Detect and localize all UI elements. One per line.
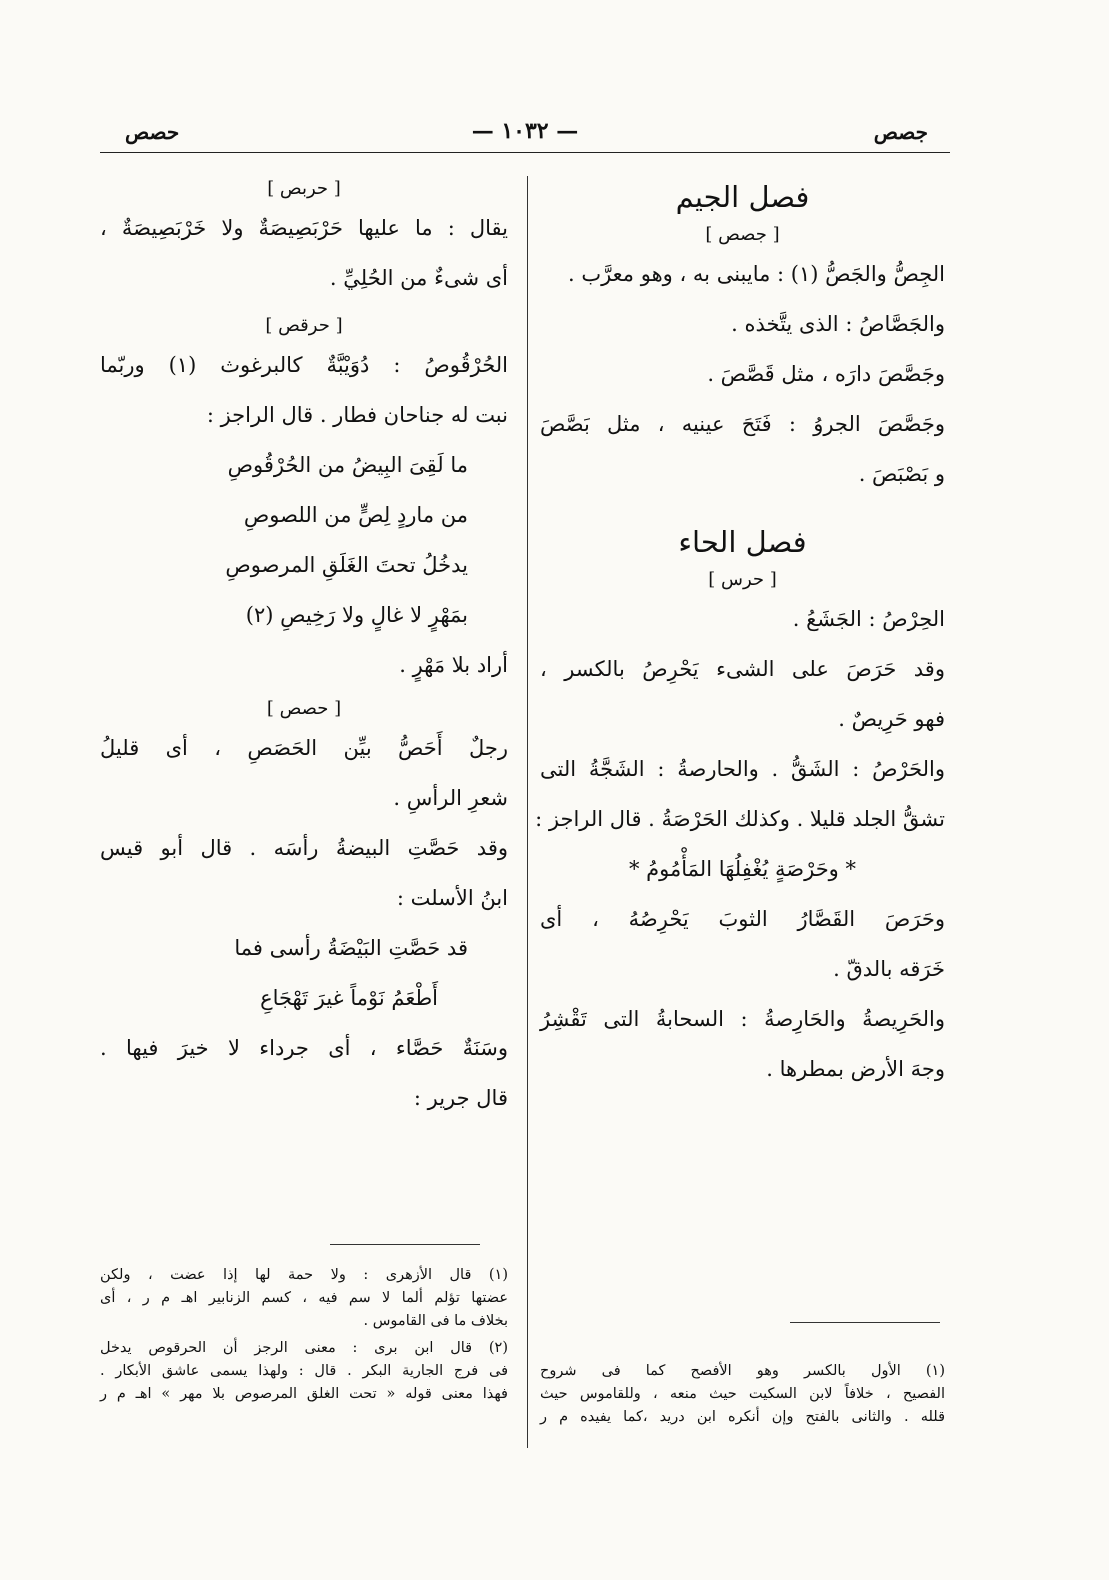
verse-line: أَطْعَمُ نَوْماً غيرَ تَهْجَاعِ <box>260 986 438 1010</box>
root-heading: [ حربص ] <box>267 178 341 199</box>
verse-line: ما لَقِىَ البِيضُ من الحُرْقُوصِ <box>227 453 468 477</box>
entry-line: وسَنَةٌ حَصَّاء ، أى جرداء لا خيرَ فيها . <box>100 1036 508 1060</box>
root-heading: [ حرس ] <box>708 569 777 590</box>
column-divider <box>527 176 528 1448</box>
header-left-word: حصص <box>125 120 180 144</box>
page-number: — ١٠٣٢ — <box>471 118 579 144</box>
entry-line: والحَرِيصةُ والحَارِصةُ : السحابةُ التى تَقْشِرُ <box>540 1007 945 1031</box>
entry-line: وجهَ الأرض بمطرها . <box>766 1057 945 1081</box>
footnote-line: بخلاف ما فى القاموس . <box>363 1313 508 1329</box>
header-rule <box>100 152 950 153</box>
footnote-line: فى فرج الجارية البكر . قال : ولهذا يسمى عاشق الأبكار . <box>100 1363 508 1379</box>
verse-line: * وحَرْصَةٍ يُغْفِلُهَا المَأْمُومُ * <box>628 857 856 881</box>
footnote-line: (١) الأول بالكسر وهو الأفصح كما فى شروح <box>540 1363 945 1379</box>
entry-line: قال جرير : <box>413 1086 508 1110</box>
entry-line: و بَصْبَصَ . <box>858 462 945 486</box>
entry-line: وجَصَّصَ الجروُ : فَتَحَ عينيه ، مثل بَصَّصَ <box>540 412 945 436</box>
footnote-line: قلله . والثانى بالفتح وإن أنكره ابن دريد ،كما يفيده م ر <box>540 1409 945 1425</box>
entry-line: خَرَقه بالدقّ . <box>833 957 945 981</box>
right-footnotes <box>540 1360 945 1429</box>
left-footnotes <box>100 1264 508 1406</box>
footnote-line: (٢) قال ابن برى : معنى الرجز أن الحرقوص يدخل <box>100 1340 508 1356</box>
root-heading: [ حرقص ] <box>265 315 343 336</box>
entry-line: فهو حَرِيصٌ . <box>838 707 945 731</box>
entry-line: والحَرْصُ : الشَقُّ . والحارصةُ : الشَجَّةُ التى <box>540 757 945 781</box>
footnote-line: (١) قال الأزهرى : ولا حمة لها إذا عضت ، ولكن <box>100 1267 508 1283</box>
entry-line: أى شىءٌ من الحُلِيِّ . <box>329 266 508 290</box>
entry-line: الحُرْقُوصُ : دُوَيْبَّةٌ كالبرغوث (١) وربّما <box>100 353 508 377</box>
section-title-jim: فصل الجيم <box>675 180 810 214</box>
footnote-line: عضتها تؤلم ألما لا سم فيه ، كسم الزنابير اهـ م ر ، أى <box>100 1290 508 1306</box>
root-heading: [ حصص ] <box>266 698 342 719</box>
page-header <box>100 118 950 148</box>
entry-line: الجِصُّ والجَصُّ (١) : مايبنى به ، وهو معرَّب . <box>567 262 945 286</box>
verse-line: بمَهْرٍ لا غالٍ ولا رَخِيصِ (٢) <box>245 603 468 627</box>
entry-line: وقد حَصَّتِ البيضةُ رأسَه . قال أبو قيس <box>100 836 508 860</box>
footnote-line: فهذا معنى قوله « تحت الغلق المرصوص بلا مهر » اهـ م ر <box>100 1386 508 1402</box>
verse-line: قد حَصَّتِ البَيْضَةُ رأسى فما <box>234 936 468 960</box>
entry-line: تشقُّ الجلد قليلا . وكذلك الحَرْصَةُ . قال الراجز : <box>535 807 945 831</box>
entry-line: أراد بلا مَهْرٍ . <box>399 653 508 677</box>
root-heading: [ جصص ] <box>705 224 780 245</box>
header-right-word: جصص <box>873 120 928 144</box>
entry-line: نبت له جناحان فطار . قال الراجز : <box>206 403 508 427</box>
footnote-line: الفصيح ، خلافاً لابن السكيت حيث منعه ، وللقاموس حيث <box>540 1386 945 1402</box>
entry-line: رجلٌ أَحَصُّ بيِّن الحَصَصِ ، أى قليلُ <box>100 736 508 760</box>
footnote-rule <box>790 1322 940 1323</box>
entry-line: والجَصَّاصُ : الذى يتَّخذه . <box>731 312 945 336</box>
verse-line: يدخُلُ تحتَ الغَلَقِ المرصوصِ <box>225 553 468 577</box>
entry-line: الحِرْصُ : الجَشَعُ . <box>792 607 945 631</box>
entry-line: يقال : ما عليها حَرْبَصِيصَةٌ ولا خَرْبَصِيصَةٌ ، <box>100 216 508 240</box>
entry-line: ابنُ الأسلت : <box>396 886 508 910</box>
entry-line: وقد حَرَصَ على الشىء يَحْرِصُ بالكسر ، <box>540 657 945 681</box>
footnote-rule <box>330 1244 480 1245</box>
entry-line: وحَرَصَ القَصَّارُ الثوبَ يَحْرِصُهُ ، أى <box>540 907 945 931</box>
right-column <box>535 170 945 1094</box>
verse-line: من ماردٍ لِصٍّ من اللصوصِ <box>243 503 468 527</box>
entry-line: شعرِ الرأسِ . <box>393 786 508 810</box>
section-title-ha: فصل الحاء <box>678 525 807 559</box>
left-column <box>100 170 508 1123</box>
entry-line: وجَصَّصَ دارَه ، مثل قَصَّصَ . <box>707 362 945 386</box>
